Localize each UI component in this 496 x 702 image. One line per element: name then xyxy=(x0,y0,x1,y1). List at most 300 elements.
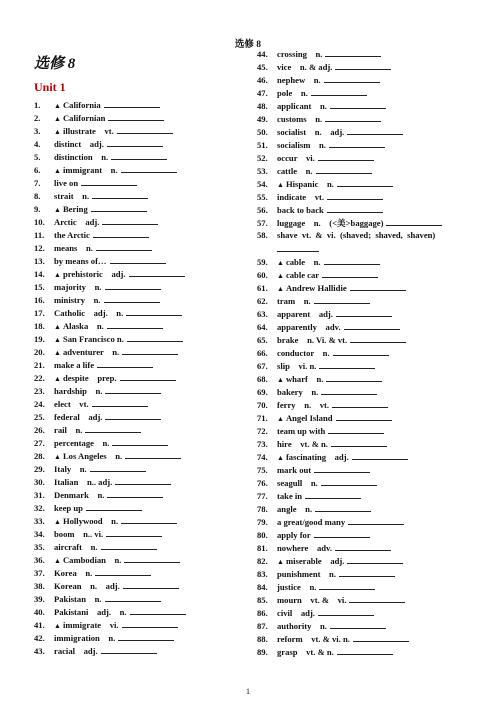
answer-blank[interactable] xyxy=(130,606,186,615)
vocab-item xyxy=(257,464,467,477)
vocab-item xyxy=(257,87,467,100)
item-number: 64. xyxy=(257,322,268,332)
vocab-item xyxy=(34,242,234,255)
answer-blank[interactable] xyxy=(316,165,372,174)
item-number: 53. xyxy=(257,166,268,176)
answer-blank[interactable] xyxy=(337,646,393,655)
answer-blank[interactable] xyxy=(277,243,319,252)
item-number: 79. xyxy=(257,517,268,527)
answer-blank[interactable] xyxy=(336,308,392,317)
vocab-item xyxy=(257,48,467,61)
item-number: 24. xyxy=(34,399,45,409)
answer-blank[interactable] xyxy=(337,178,393,187)
vocab-item xyxy=(34,515,234,528)
item-term: justice n. xyxy=(277,582,317,592)
vocab-item xyxy=(34,593,234,606)
item-number: 25. xyxy=(34,412,45,422)
item-number: 73. xyxy=(257,439,268,449)
answer-blank[interactable] xyxy=(347,126,403,135)
item-term: make a life xyxy=(54,360,95,370)
item-term: Denmark n. xyxy=(54,490,105,500)
vocab-item xyxy=(34,450,234,463)
item-term: means n. xyxy=(54,243,93,253)
vocab-item xyxy=(257,74,467,87)
item-number: 26. xyxy=(34,425,45,435)
item-term: mark out xyxy=(277,465,312,475)
item-term: keep up xyxy=(54,503,83,513)
item-term: percentage n. xyxy=(54,438,110,448)
item-number: 47. xyxy=(257,88,268,98)
item-number: 23. xyxy=(34,386,45,396)
vocab-item xyxy=(34,151,234,164)
item-number: 83. xyxy=(257,569,268,579)
vocab-item xyxy=(257,152,467,165)
item-number: 69. xyxy=(257,387,268,397)
answer-blank[interactable] xyxy=(123,580,179,589)
item-term: apparent adj. xyxy=(277,309,333,319)
item-term: luggage n. (<美>baggage) xyxy=(277,218,384,228)
answer-blank[interactable] xyxy=(326,373,382,382)
answer-blank[interactable] xyxy=(330,620,386,629)
answer-blank[interactable] xyxy=(349,594,405,603)
answer-blank[interactable] xyxy=(331,438,387,447)
vocab-item xyxy=(34,203,234,216)
vocab-item xyxy=(257,61,467,74)
vocab-item xyxy=(34,372,234,385)
answer-blank[interactable] xyxy=(106,528,162,537)
item-term: ferry n. vt. xyxy=(277,400,330,410)
answer-blank[interactable] xyxy=(314,295,370,304)
answer-blank[interactable] xyxy=(90,463,146,472)
answer-blank[interactable] xyxy=(311,87,367,96)
item-number: 8. xyxy=(34,191,41,201)
answer-blank[interactable] xyxy=(118,632,174,641)
answer-blank[interactable] xyxy=(101,541,157,550)
item-number: 38. xyxy=(34,581,45,591)
item-term: wharf n. xyxy=(285,374,324,384)
triangle-mark-icon: ▲ xyxy=(54,453,61,461)
answer-blank[interactable] xyxy=(353,633,409,642)
answer-blank[interactable] xyxy=(104,294,160,303)
vocab-item xyxy=(257,477,467,490)
item-number: 45. xyxy=(257,62,268,72)
triangle-mark-icon: ▲ xyxy=(277,376,284,384)
item-term: applicant n. xyxy=(277,101,327,111)
item-number: 78. xyxy=(257,504,268,514)
item-term: cable car xyxy=(285,270,320,280)
vocab-item xyxy=(34,489,234,502)
item-term: immigrant n. xyxy=(62,165,118,175)
item-number: 80. xyxy=(257,530,268,540)
item-term: hardship n. xyxy=(54,386,103,396)
answer-blank[interactable] xyxy=(129,268,185,277)
vocab-item xyxy=(34,112,234,125)
answer-blank[interactable] xyxy=(81,177,137,186)
item-number: 88. xyxy=(257,634,268,644)
item-number: 86. xyxy=(257,608,268,618)
item-term: Californian xyxy=(62,113,106,123)
triangle-mark-icon: ▲ xyxy=(54,271,61,279)
triangle-mark-icon: ▲ xyxy=(277,558,284,566)
answer-blank[interactable] xyxy=(314,529,370,538)
item-term: Catholic adj. n. xyxy=(54,308,124,318)
item-number: 65. xyxy=(257,335,268,345)
page-header: 选修 8 xyxy=(234,40,262,50)
vocab-item xyxy=(257,295,467,308)
item-term: Cambodian n. xyxy=(62,555,122,565)
item-term: indicate vt. xyxy=(277,192,325,202)
answer-blank[interactable] xyxy=(86,502,142,511)
item-term: by means of… xyxy=(54,256,107,266)
answer-blank[interactable] xyxy=(112,437,168,446)
item-term: mourn vt. & vi. xyxy=(277,595,347,605)
answer-blank[interactable] xyxy=(91,203,147,212)
item-number: 2. xyxy=(34,113,41,123)
item-term: Italian n.. adj. xyxy=(54,477,113,487)
item-number: 20. xyxy=(34,347,45,357)
triangle-mark-icon: ▲ xyxy=(54,349,61,357)
answer-blank[interactable] xyxy=(347,555,403,564)
item-term: federal adj. xyxy=(54,412,103,422)
item-number: 43. xyxy=(34,646,45,656)
vocab-item xyxy=(34,645,234,658)
answer-blank[interactable] xyxy=(121,515,177,524)
item-term: strait n. xyxy=(54,191,90,201)
triangle-mark-icon: ▲ xyxy=(277,285,284,293)
answer-blank[interactable] xyxy=(101,645,157,654)
item-term: rail n. xyxy=(54,425,83,435)
item-number: 63. xyxy=(257,309,268,319)
vocab-item xyxy=(257,425,467,438)
item-number: 17. xyxy=(34,308,45,318)
item-term: team up with xyxy=(277,426,326,436)
item-number: 4. xyxy=(34,139,41,149)
vocab-item xyxy=(34,359,234,372)
answer-blank[interactable] xyxy=(85,424,141,433)
answer-blank[interactable] xyxy=(328,425,384,434)
item-term: socialist n. adj. xyxy=(277,127,345,137)
answer-blank[interactable] xyxy=(107,489,163,498)
answer-blank[interactable] xyxy=(120,372,176,381)
item-term: authority n. xyxy=(277,621,327,631)
answer-blank[interactable] xyxy=(104,99,160,108)
vocab-item xyxy=(257,308,467,321)
answer-blank[interactable] xyxy=(352,451,408,460)
answer-blank[interactable] xyxy=(117,125,173,134)
triangle-mark-icon: ▲ xyxy=(54,336,61,344)
vocab-item xyxy=(257,438,467,451)
vocab-item xyxy=(257,399,467,412)
answer-blank[interactable] xyxy=(125,450,181,459)
answer-blank[interactable] xyxy=(127,333,183,342)
triangle-mark-icon: ▲ xyxy=(54,375,61,383)
answer-blank[interactable] xyxy=(105,593,161,602)
vocab-item xyxy=(34,632,234,645)
item-term: bakery n. xyxy=(277,387,319,397)
answer-blank[interactable] xyxy=(102,216,158,225)
answer-blank[interactable] xyxy=(318,152,374,161)
answer-blank[interactable] xyxy=(111,151,167,160)
item-number: 32. xyxy=(34,503,45,513)
vocab-item xyxy=(257,620,467,633)
item-term: conductor n. xyxy=(277,348,330,358)
item-term: cattle n. xyxy=(277,166,313,176)
answer-blank[interactable] xyxy=(330,100,386,109)
triangle-mark-icon: ▲ xyxy=(54,102,61,110)
answer-blank[interactable] xyxy=(327,191,383,200)
answer-blank[interactable] xyxy=(115,476,171,485)
item-number: 39. xyxy=(34,594,45,604)
vocab-item xyxy=(34,125,234,138)
answer-blank[interactable] xyxy=(339,568,395,577)
vocab-item xyxy=(34,411,234,424)
item-number: 22. xyxy=(34,373,45,383)
answer-blank[interactable] xyxy=(350,282,406,291)
right-vocab-column xyxy=(257,48,467,659)
item-term: majority n. xyxy=(54,282,102,292)
item-term: apparently adv. xyxy=(277,322,341,332)
vocab-item xyxy=(257,256,467,269)
triangle-mark-icon: ▲ xyxy=(54,518,61,526)
item-number: 31. xyxy=(34,490,45,500)
vocab-item xyxy=(34,281,234,294)
item-term: the Arctic xyxy=(54,230,90,240)
item-term: crossing n. xyxy=(277,49,323,59)
item-number: 14. xyxy=(34,269,45,279)
item-term: ministry n. xyxy=(54,295,101,305)
triangle-mark-icon: ▲ xyxy=(54,557,61,565)
item-number: 37. xyxy=(34,568,45,578)
answer-blank[interactable] xyxy=(327,204,383,213)
answer-blank[interactable] xyxy=(305,490,361,499)
item-term: California xyxy=(62,100,101,110)
answer-blank[interactable] xyxy=(110,255,166,264)
answer-blank[interactable] xyxy=(344,321,400,330)
answer-blank[interactable] xyxy=(333,347,389,356)
vocab-item xyxy=(34,99,234,112)
item-term: hire vt. & n. xyxy=(277,439,328,449)
answer-blank[interactable] xyxy=(92,398,148,407)
vocab-item xyxy=(257,490,467,503)
answer-blank[interactable] xyxy=(105,411,161,420)
answer-blank[interactable] xyxy=(336,412,392,421)
answer-blank[interactable] xyxy=(321,386,377,395)
item-number: 35. xyxy=(34,542,45,552)
answer-blank[interactable] xyxy=(97,359,153,368)
item-number: 60. xyxy=(257,270,268,280)
triangle-mark-icon: ▲ xyxy=(277,259,284,267)
item-term: fascinating adj. xyxy=(285,452,349,462)
page-number: 1 xyxy=(246,687,250,696)
item-number: 42. xyxy=(34,633,45,643)
answer-blank[interactable] xyxy=(321,477,377,486)
item-number: 15. xyxy=(34,282,45,292)
item-term: distinct adj. xyxy=(54,139,104,149)
item-number: 27. xyxy=(34,438,45,448)
triangle-mark-icon: ▲ xyxy=(277,454,284,462)
item-term: Bering xyxy=(62,204,88,214)
item-number: 54. xyxy=(257,179,268,189)
left-vocab-column xyxy=(34,99,234,658)
answer-blank[interactable] xyxy=(322,269,378,278)
answer-blank[interactable] xyxy=(350,334,406,343)
item-number: 49. xyxy=(257,114,268,124)
item-term: slip vi. n. xyxy=(277,361,317,371)
vocab-item xyxy=(34,229,234,242)
vocab-item xyxy=(257,282,467,295)
item-number: 81. xyxy=(257,543,268,553)
answer-blank[interactable] xyxy=(348,516,404,525)
vocab-item xyxy=(257,451,467,464)
answer-blank[interactable] xyxy=(315,503,371,512)
item-number: 68. xyxy=(257,374,268,384)
vocab-item xyxy=(257,165,467,178)
vocab-item xyxy=(34,619,234,632)
item-term: Korea n. xyxy=(54,568,93,578)
item-number: 11. xyxy=(34,230,45,240)
answer-blank[interactable] xyxy=(325,113,381,122)
item-number: 76. xyxy=(257,478,268,488)
answer-blank[interactable] xyxy=(124,554,180,563)
item-number: 44. xyxy=(257,49,268,59)
item-number: 57. xyxy=(257,218,268,228)
item-term: occur vi. xyxy=(277,153,315,163)
vocab-item xyxy=(34,424,234,437)
answer-blank[interactable] xyxy=(105,385,161,394)
item-number: 41. xyxy=(34,620,45,630)
item-number: 7. xyxy=(34,178,41,188)
item-term: seagull n. xyxy=(277,478,318,488)
item-term: customs n. xyxy=(277,114,323,124)
vocab-item xyxy=(257,113,467,126)
vocab-item xyxy=(257,607,467,620)
answer-blank[interactable] xyxy=(319,581,375,590)
item-term: reform vt. & vi. n. xyxy=(277,634,350,644)
item-number: 58. xyxy=(257,230,268,240)
answer-blank[interactable] xyxy=(93,229,149,238)
vocab-item xyxy=(34,307,234,320)
vocab-item xyxy=(257,516,467,529)
document-title: 选修 8 xyxy=(34,56,76,72)
item-number: 1. xyxy=(34,100,41,110)
item-term: brake n. Vi. & vt. xyxy=(277,335,348,345)
answer-blank[interactable] xyxy=(319,360,375,369)
vocab-item xyxy=(257,581,467,594)
vocab-item xyxy=(257,542,467,555)
item-number: 74. xyxy=(257,452,268,462)
item-term: punishment n. xyxy=(277,569,336,579)
triangle-mark-icon: ▲ xyxy=(277,272,284,280)
item-number: 82. xyxy=(257,556,268,566)
vocab-item xyxy=(34,138,234,151)
vocab-item xyxy=(34,164,234,177)
vocab-item xyxy=(257,386,467,399)
item-number: 52. xyxy=(257,153,268,163)
answer-blank[interactable] xyxy=(122,346,178,355)
vocab-item xyxy=(257,217,467,230)
item-number: 3. xyxy=(34,126,41,136)
item-term: back to back xyxy=(277,205,324,215)
item-term: socialism n. xyxy=(277,140,326,150)
vocab-item xyxy=(257,191,467,204)
vocab-item xyxy=(257,126,467,139)
triangle-mark-icon: ▲ xyxy=(54,115,61,123)
item-number: 19. xyxy=(34,334,45,344)
answer-blank[interactable] xyxy=(92,190,148,199)
vocab-item xyxy=(34,580,234,593)
answer-blank[interactable] xyxy=(335,61,391,70)
vocab-item xyxy=(257,334,467,347)
item-term: Pakistani adj. n. xyxy=(54,607,127,617)
item-number: 89. xyxy=(257,647,268,657)
item-number: 66. xyxy=(257,348,268,358)
item-term: tram n. xyxy=(277,296,311,306)
answer-blank[interactable] xyxy=(121,164,177,173)
item-number: 71. xyxy=(257,413,268,423)
answer-blank[interactable] xyxy=(324,74,380,83)
item-number: 36. xyxy=(34,555,45,565)
answer-blank[interactable] xyxy=(329,139,385,148)
vocab-item xyxy=(257,230,467,243)
answer-blank[interactable] xyxy=(314,464,370,473)
vocab-item xyxy=(257,568,467,581)
answer-blank[interactable] xyxy=(324,256,380,265)
answer-blank[interactable] xyxy=(335,542,391,551)
item-number: 51. xyxy=(257,140,268,150)
item-term: prehistoric adj. xyxy=(62,269,126,279)
answer-blank[interactable] xyxy=(318,607,374,616)
answer-blank[interactable] xyxy=(126,307,182,316)
answer-row xyxy=(257,243,467,256)
item-term: Pakistan n. xyxy=(54,594,102,604)
item-term: Los Angeles n. xyxy=(62,451,123,461)
answer-blank[interactable] xyxy=(108,112,164,121)
answer-blank[interactable] xyxy=(107,138,163,147)
answer-blank[interactable] xyxy=(105,281,161,290)
vocab-item xyxy=(34,177,234,190)
item-number: 33. xyxy=(34,516,45,526)
vocab-item xyxy=(34,255,234,268)
item-term: Italy n. xyxy=(54,464,87,474)
vocab-item xyxy=(257,594,467,607)
answer-blank[interactable] xyxy=(332,399,388,408)
item-term: Hispanic n. xyxy=(285,179,334,189)
item-term: cable n. xyxy=(285,257,321,267)
item-term: Arctic adj. xyxy=(54,217,100,227)
vocab-item xyxy=(257,503,467,516)
item-number: 85. xyxy=(257,595,268,605)
vocab-item xyxy=(257,646,467,659)
item-number: 77. xyxy=(257,491,268,501)
vocab-item xyxy=(34,476,234,489)
answer-blank[interactable] xyxy=(96,242,152,251)
answer-blank[interactable] xyxy=(107,320,163,329)
vocab-item xyxy=(34,463,234,476)
vocab-item xyxy=(34,606,234,619)
answer-blank[interactable] xyxy=(325,48,381,57)
item-number: 56. xyxy=(257,205,268,215)
item-term: immigration n. xyxy=(54,633,116,643)
answer-blank[interactable] xyxy=(386,217,442,226)
answer-blank[interactable] xyxy=(95,567,151,576)
vocab-item xyxy=(34,528,234,541)
triangle-mark-icon: ▲ xyxy=(54,167,61,175)
item-number: 30. xyxy=(34,477,45,487)
vocab-item xyxy=(257,360,467,373)
vocab-item xyxy=(34,294,234,307)
triangle-mark-icon: ▲ xyxy=(277,415,284,423)
answer-blank[interactable] xyxy=(122,619,178,628)
